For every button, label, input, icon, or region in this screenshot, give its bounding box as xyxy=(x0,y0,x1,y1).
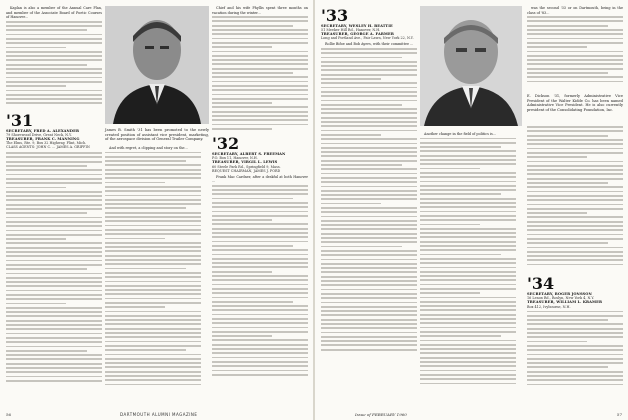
class-34-number: '34 xyxy=(527,274,555,294)
class-32-secretary: SECRETARY, ALBERT S. FREEMAN xyxy=(212,152,286,157)
class-31-header xyxy=(6,110,102,150)
text-lines xyxy=(527,311,623,391)
class-34-header xyxy=(527,276,623,308)
magazine-footer: DARTMOUTH ALUMNI MAGAZINE xyxy=(120,412,198,417)
class-31-treasurer: TREASURER, FRANK C. MANNING xyxy=(6,136,80,141)
class-33-number: '33 xyxy=(321,6,349,25)
class-34-secretary-address: 16 Lenox Rd., Roslyn, New York 4, N.Y. xyxy=(527,296,595,301)
class-33-header xyxy=(321,8,417,40)
right-column-3 xyxy=(527,6,623,414)
right-col1-intro-text: Rollie Bifoe and Bob Ayers, with their committee ... xyxy=(325,42,414,47)
text-lines xyxy=(420,138,516,404)
page-number-right: 57 xyxy=(616,412,622,417)
class-31-agents: CLASS AGENTS: JOHN C. ... JAMES A. GRIFFIN xyxy=(6,145,90,150)
portrait-illustration xyxy=(105,6,209,124)
class-31-number: '31 xyxy=(6,110,34,130)
class-33-secretary: SECRETARY, WESLEY H. BEATTIE xyxy=(321,24,393,28)
portrait-illustration xyxy=(420,6,522,126)
portrait-photo xyxy=(420,6,522,126)
class-32-number: '32 xyxy=(212,134,240,154)
text-lines xyxy=(527,126,623,274)
left-column-2 xyxy=(105,146,201,408)
right-col2-intro-text: Another change in the field of politics is... xyxy=(424,132,497,136)
right-column-1 xyxy=(321,6,417,414)
left-column-3 xyxy=(212,6,308,414)
page-number-left: 56 xyxy=(6,412,12,417)
class-34-treasurer: TREASURER, WILLIAM L. KRAMER xyxy=(527,300,603,305)
col1-intro-text: Kaplan is also a member of the Annual Care Plan, and member of the Associate Board of Poetic Courses of Hanover... xyxy=(6,6,102,20)
text-lines xyxy=(6,21,102,111)
right-column-2 xyxy=(420,132,516,408)
caption-space xyxy=(527,88,623,126)
class-33-treasurer-address: Long and Portland Ave., Fair Lawn, New York 22, N.Y. xyxy=(321,36,414,41)
class-33-secretary-address: 51 Meeker Hill Rd., Hanover, N.H. xyxy=(321,28,381,33)
class-33-treasurer: TREASURER, GEORGE A. FARMER xyxy=(321,32,394,37)
class-32-treasurer: TREASURER, VIRGIL L. LEWIS xyxy=(212,160,278,165)
class-34-treasurer-address: Box 412, Ivybourne, N.H. xyxy=(527,304,571,309)
left-page xyxy=(0,0,313,420)
class-31-treasurer-address: The Elms, Rte. 9, Box 32 Highway, Flint, Mich. xyxy=(6,141,87,146)
class-34-secretary: SECRETARY, ROGER JONSSON xyxy=(527,292,592,297)
text-lines xyxy=(212,16,308,134)
class-32-secretary-address: P.O. Box 11, Hanover, N.H. xyxy=(212,156,258,161)
col4-intro-text: Frank Mac Cardner, after a deskful at both Hanover ... xyxy=(212,174,308,184)
text-lines xyxy=(105,152,201,402)
col3-intro-text: Chief and his wife Phyllis spent three months on vacation during the winter... xyxy=(212,6,308,15)
class-31-secretary-address: 79 Shorewood Drive, Great Neck, N.Y. xyxy=(6,132,72,137)
class-32-treasurer-address: 60 Steele Park Rd., Springfield 9, Mass. xyxy=(212,164,281,169)
class-32-agents: BEQUEST CHAIRMAN, JAMES J. FORD xyxy=(212,168,281,173)
class-32-header xyxy=(212,136,308,172)
photo-caption: E. Dickson '31, formerly Administrative Vice President of the Walter Kidde Co. has been named Administrative Vice President. He is also currently president of the Consolidating Foundation, Inc. xyxy=(527,94,623,112)
text-lines xyxy=(527,16,623,88)
text-lines xyxy=(6,152,102,392)
photo-caption: James B. Smith '31 has been promoted to the newly created position of assistant vice president, marketing, of the aerospace division of General Trailer Company. xyxy=(105,128,209,142)
right-page xyxy=(315,0,628,420)
right-col3-intro-text: was the second '33 or on Dartmouth, being in the class of '83... xyxy=(527,6,623,15)
col2-intro-text: And with regret, a clipping and story on the... xyxy=(109,146,188,150)
portrait-photo xyxy=(105,6,209,124)
text-lines xyxy=(212,185,308,385)
class-31-secretary: SECRETARY, FRED A. ALEXANDER xyxy=(6,128,80,133)
issue-date-footer: Issue of FEBRUARY 1960 xyxy=(355,412,407,417)
text-lines xyxy=(321,48,417,378)
left-column-1 xyxy=(6,6,102,414)
